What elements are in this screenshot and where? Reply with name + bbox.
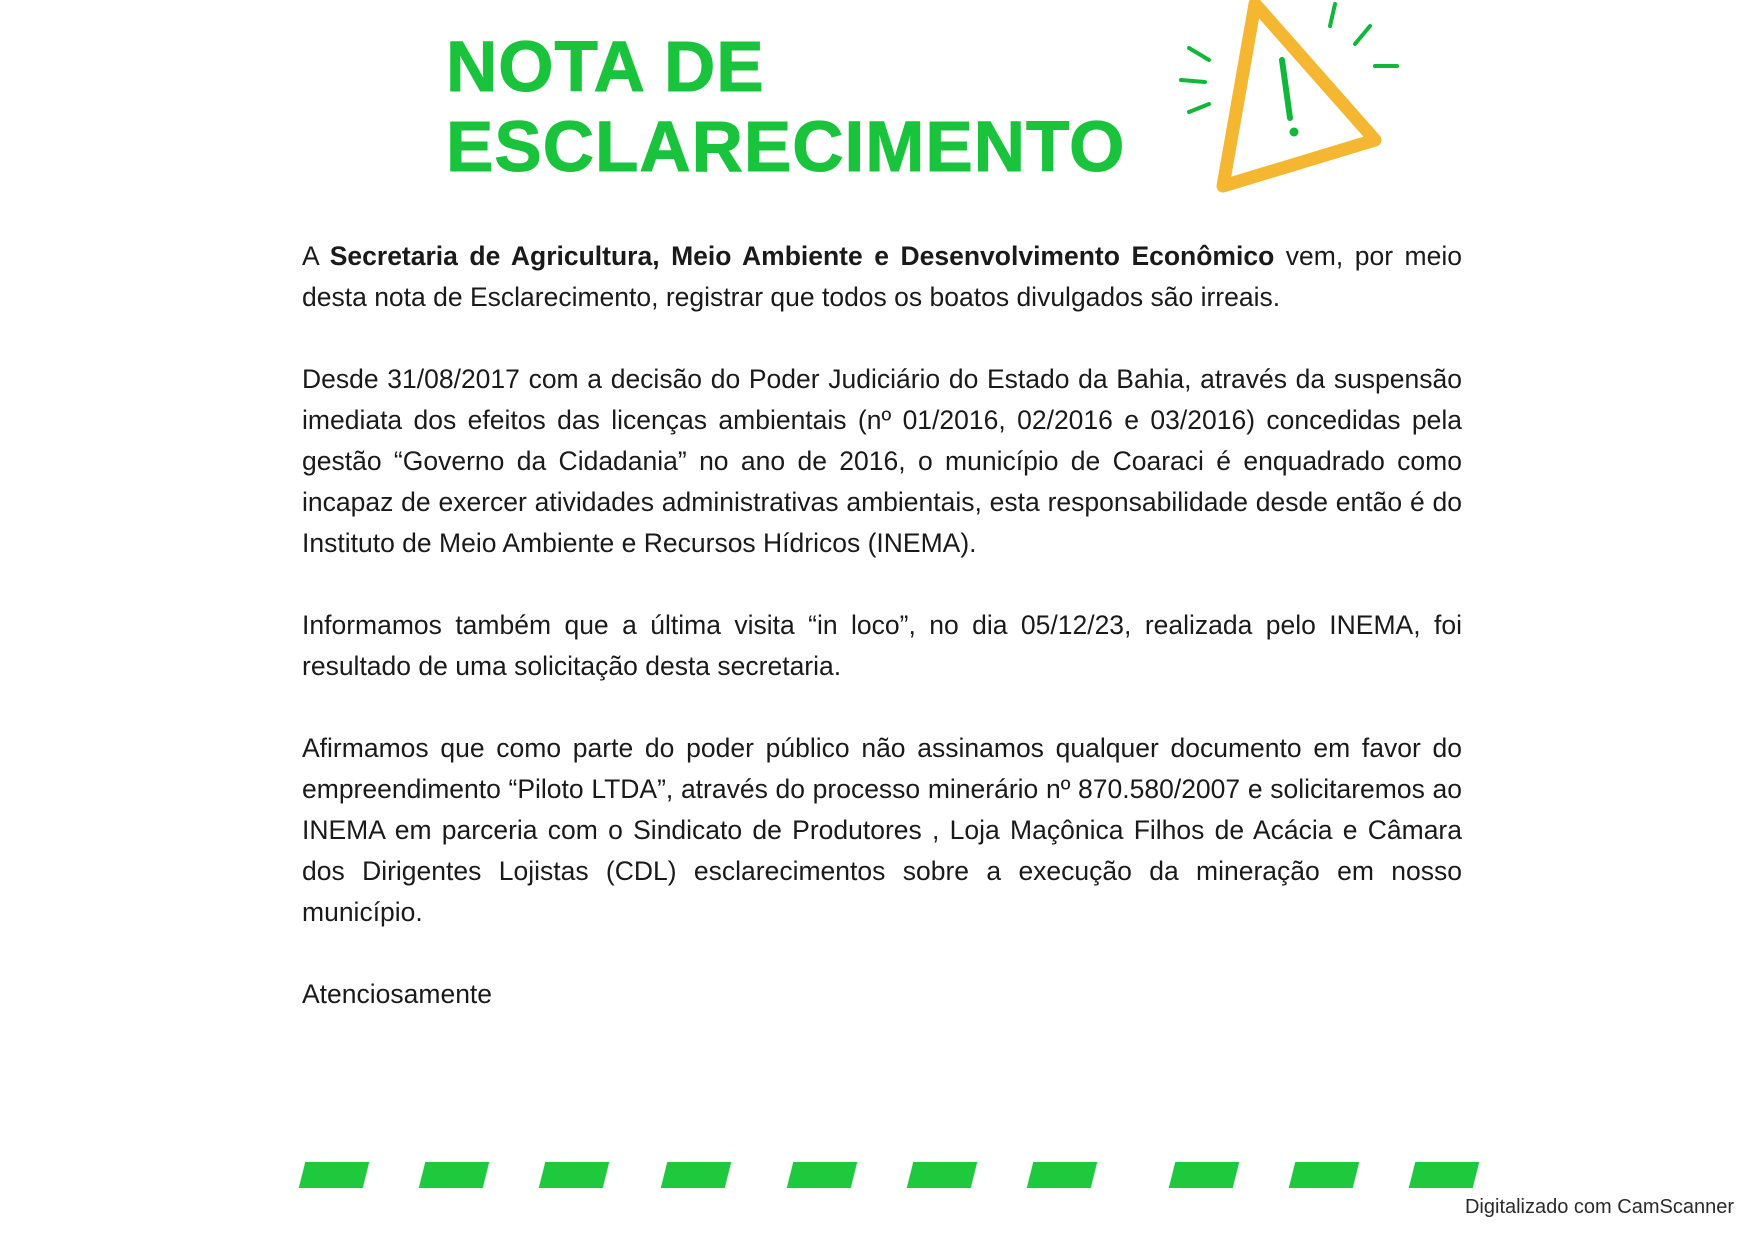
paragraph-inema-visit: Informamos também que a última visita “in loco”, no dia 05/12/23, realizada pelo INEMA, foi resultado de uma solicitação desta secretaria. (302, 610, 1462, 681)
exclamation-bar (1282, 60, 1290, 118)
green-dash (1409, 1162, 1479, 1188)
alert-ray (1355, 26, 1370, 44)
secretariat-name: Secretaria de Agricultura, Meio Ambiente e Desenvolvimento Econômico (329, 241, 1275, 271)
document-body (302, 236, 1462, 1015)
paragraph-judicial-decision: Desde 31/08/2017 com a decisão do Poder Judiciário do Estado da Bahia, através da suspensão imediata dos efeitos das licenças ambientais (nº 01/2016, 02/2016 e 03/2016) concedidas pela gestão “Governo da Cidadania” no ano de 2016, o município de Coaraci é enquadrado como incapaz de exercer atividades administrativas ambientais, esta responsabilidade desde então é do Instituto de Meio Ambiente e Recursos Hídricos (INEMA). (302, 364, 1462, 558)
green-dash (787, 1162, 857, 1188)
title-line-1: NOTA DE (446, 28, 765, 107)
paragraph-intro (302, 236, 1462, 318)
intro-rest: vem, por meio desta nota de Esclarecimento, registrar que todos os boatos divulgados são irreais. (302, 241, 1462, 312)
green-dash (1027, 1162, 1097, 1188)
closing-salutation: Atenciosamente (302, 979, 493, 1009)
green-dash (539, 1162, 609, 1188)
alert-ray (1189, 48, 1209, 60)
warning-triangle-icon (1175, 0, 1405, 200)
paragraph-mining-statement: Afirmamos que como parte do poder público não assinamos qualquer documento em favor do empreendimento “Piloto LTDA”, através do processo minerário nº 870.580/2007 e solicitaremos ao INEMA em parceria com o Sindicato de Produtores , Loja Maçônica Filhos de Acácia e Câmara dos Dirigentes Lojistas (CDL) esclarecimentos sobre a execução da mineração em nosso município. (302, 733, 1462, 927)
green-dash (299, 1162, 369, 1188)
green-dash (1169, 1162, 1239, 1188)
green-dash (1289, 1162, 1359, 1188)
green-dash (907, 1162, 977, 1188)
alert-ray (1330, 4, 1335, 26)
alert-ray (1181, 80, 1205, 82)
alert-ray (1189, 104, 1209, 112)
document-title (446, 28, 1125, 188)
decorative-dash-border (298, 1162, 1488, 1192)
scanner-watermark: Digitalizado com CamScanner (1464, 1196, 1734, 1218)
exclamation-dot (1290, 128, 1299, 137)
intro-prefix: A (302, 241, 330, 271)
green-dash (419, 1162, 489, 1188)
warning-triangle-shape (1223, 4, 1375, 186)
title-line-2: ESCLARECIMENTO (446, 108, 1126, 187)
green-dash (661, 1162, 731, 1188)
